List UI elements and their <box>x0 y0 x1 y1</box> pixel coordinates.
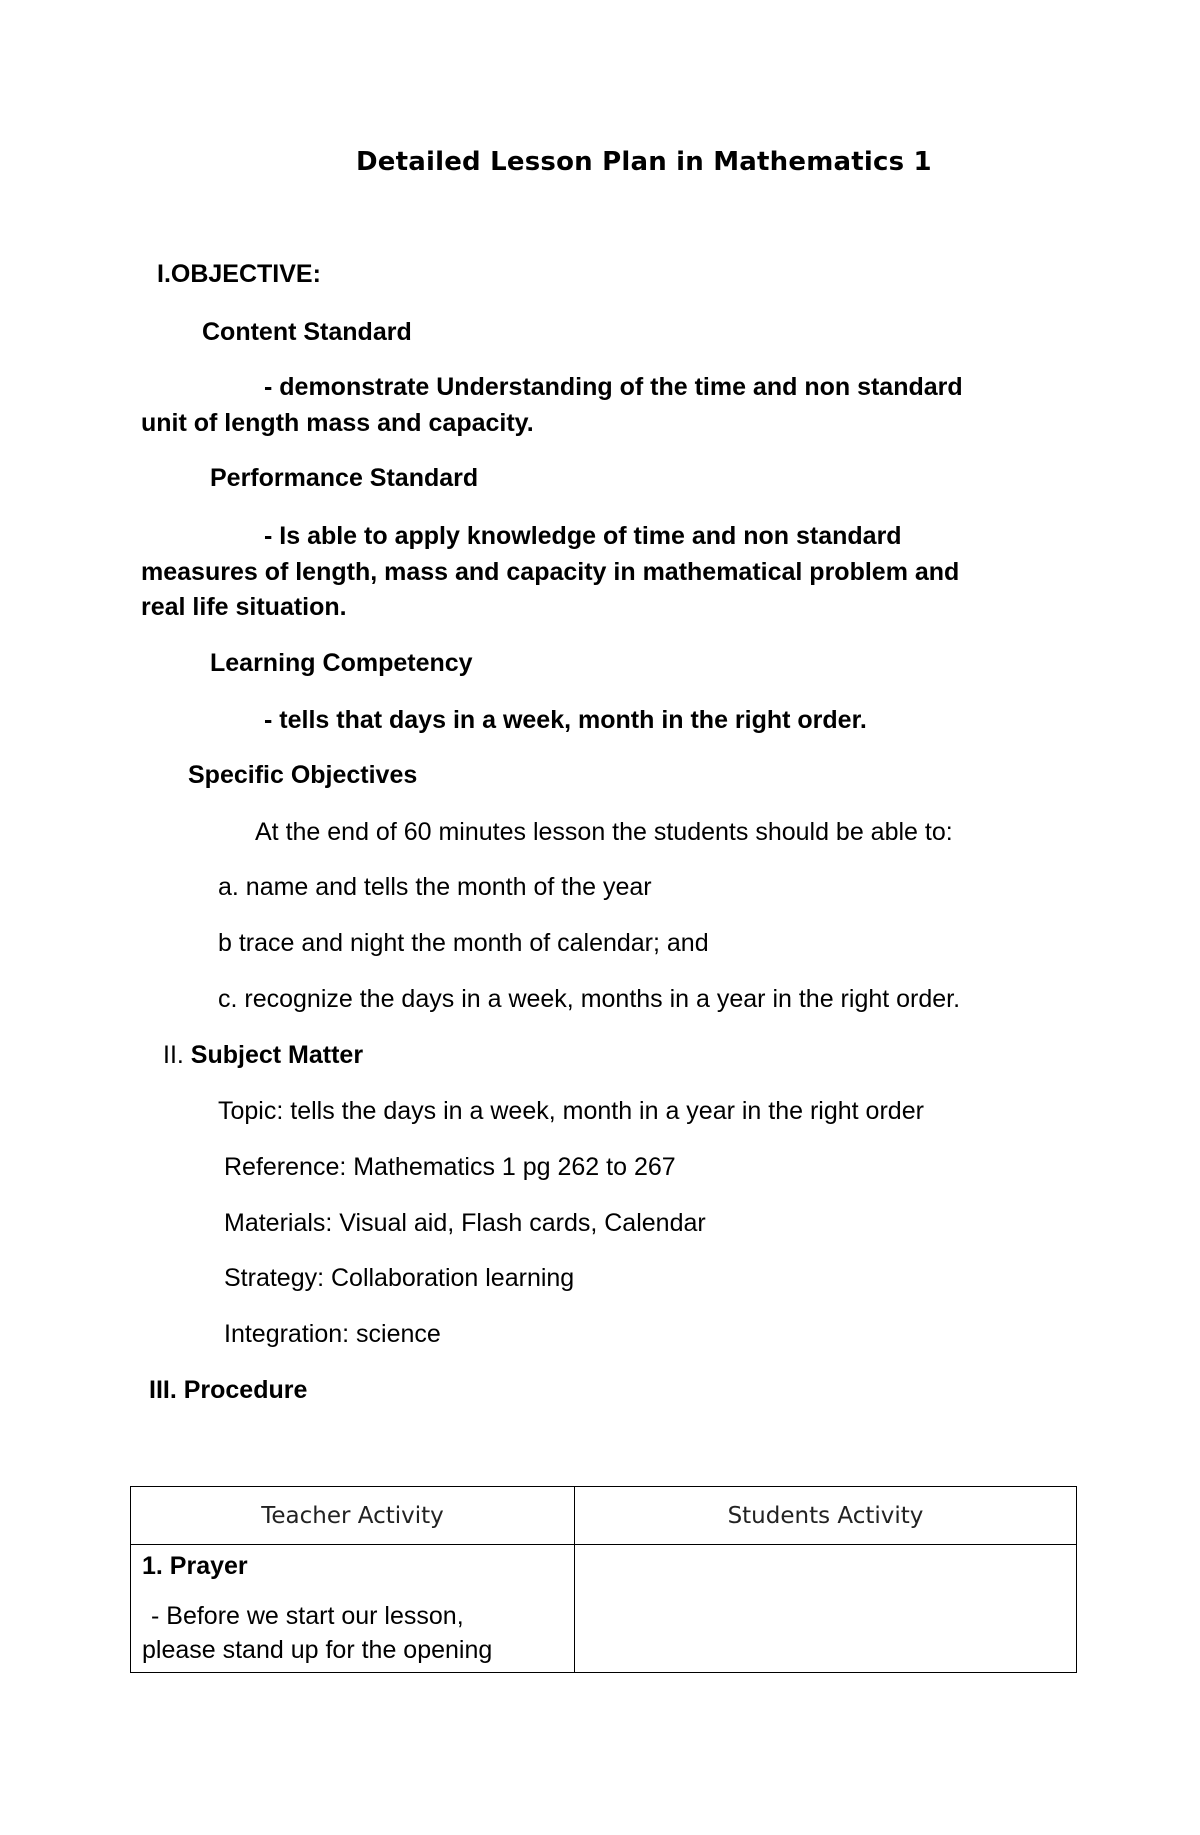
prayer-line: please stand up for the opening <box>142 1636 493 1664</box>
content-standard-line: unit of length mass and capacity. <box>141 409 534 437</box>
subject-matter-title: Subject Matter <box>190 1041 364 1069</box>
content-standard-label: Content Standard <box>202 318 412 346</box>
subject-reference: Reference: Mathematics 1 pg 262 to 267 <box>224 1153 676 1181</box>
students-activity-cell <box>575 1545 1077 1673</box>
performance-standard-line: real life situation. <box>141 593 347 621</box>
performance-standard-line: measures of length, mass and capacity in mathematical problem and <box>141 558 960 586</box>
procedure-table <box>130 1486 1077 1673</box>
objective-heading: I.OBJECTIVE: <box>157 260 321 288</box>
table-row <box>131 1545 1077 1673</box>
procedure-heading: III. Procedure <box>149 1376 308 1404</box>
learning-competency-line: - tells that days in a week, month in the right order. <box>264 706 867 734</box>
table-header-row <box>131 1487 1077 1545</box>
students-activity-header: Students Activity <box>575 1487 1077 1545</box>
teacher-activity-header: Teacher Activity <box>131 1487 575 1545</box>
prayer-line: - Before we start our lesson, <box>151 1602 464 1630</box>
subject-strategy: Strategy: Collaboration learning <box>224 1264 575 1292</box>
specific-objectives-intro: At the end of 60 minutes lesson the students should be able to: <box>255 818 953 846</box>
performance-standard-line: - Is able to apply knowledge of time and non standard <box>264 522 902 550</box>
subject-topic: Topic: tells the days in a week, month in a year in the right order <box>218 1097 924 1125</box>
subject-materials: Materials: Visual aid, Flash cards, Calendar <box>224 1209 706 1237</box>
subject-integration: Integration: science <box>224 1320 441 1348</box>
objective-item: c. recognize the days in a week, months in a year in the right order. <box>218 985 961 1013</box>
subject-matter-heading <box>163 1040 363 1070</box>
page-title: Detailed Lesson Plan in Mathematics 1 <box>356 147 932 177</box>
teacher-activity-cell <box>131 1545 575 1673</box>
objective-item: a. name and tells the month of the year <box>218 873 652 901</box>
performance-standard-label: Performance Standard <box>210 464 479 492</box>
subject-matter-numeral: II. <box>163 1041 184 1069</box>
learning-competency-label: Learning Competency <box>210 649 473 677</box>
specific-objectives-label: Specific Objectives <box>188 761 418 789</box>
prayer-heading: 1. Prayer <box>142 1552 248 1580</box>
content-standard-line: - demonstrate Understanding of the time and non standard <box>264 373 963 401</box>
objective-item: b trace and night the month of calendar; and <box>218 929 709 957</box>
